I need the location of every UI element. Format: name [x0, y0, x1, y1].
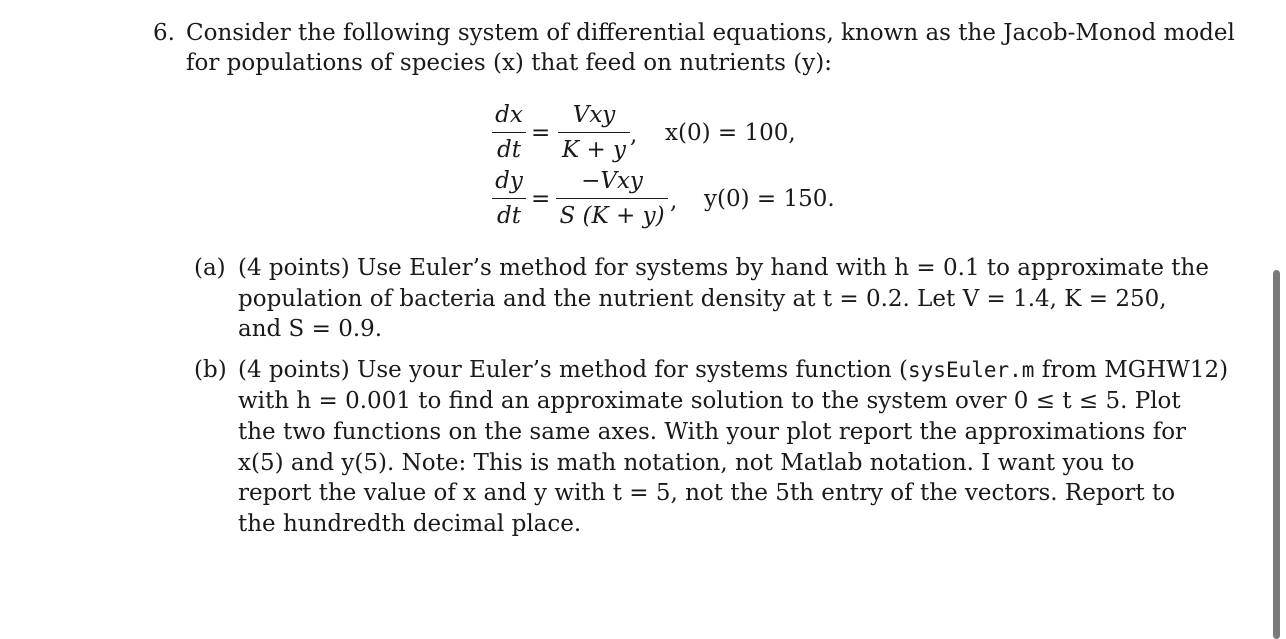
eq2-lhs-denominator: dt [497, 203, 521, 229]
part-b-line-1 [238, 359, 1228, 382]
eq1-lhs-numerator: dx [495, 102, 523, 128]
eq1-rhs-fraction-bar [558, 132, 630, 133]
sysEuler-code-ref: sysEuler.m [908, 358, 1035, 382]
part-a-label: (a) [194, 255, 226, 281]
eq1-comma: , [630, 122, 638, 148]
eq2-rhs-fraction-bar [556, 198, 668, 199]
eq2-rhs-denominator: S (K + y) [559, 203, 665, 229]
problem-intro-line-2: for populations of species (x) that feed on nutrients (y): [186, 50, 832, 76]
problem-intro-line-1: Consider the following system of differential equations, known as the Jacob-Monod model [186, 20, 1235, 46]
part-b-line-1-tail: from MGHW12) [1034, 357, 1229, 383]
eq2-lhs-fraction [492, 170, 526, 228]
part-a-line-2: population of bacteria and the nutrient density at t = 0.2. Let V = 1.4, K = 250, [238, 286, 1167, 312]
eq2-equals-sign: = [531, 186, 551, 212]
eq2-rhs-fraction [556, 170, 668, 228]
eq1-rhs-denominator: K + y [561, 137, 627, 163]
part-b-line-4: x(5) and y(5). Note: This is math notation, not Matlab notation. I want you to [238, 450, 1135, 476]
part-b-label: (b) [194, 357, 227, 383]
eq1-lhs-fraction [492, 104, 526, 162]
problem-number: 6. [153, 20, 175, 46]
eq2-comma: , [670, 188, 678, 214]
eq1-rhs-fraction [558, 104, 630, 162]
part-a-line-3: and S = 0.9. [238, 316, 383, 342]
eq2-rhs-numerator: −Vxy [581, 168, 643, 194]
part-b-line-5: report the value of x and y with t = 5, not the 5th entry of the vectors. Report to [238, 480, 1176, 506]
part-b-line-6: the hundredth decimal place. [238, 511, 582, 537]
eq1-equals-sign: = [531, 120, 551, 146]
vertical-scrollbar[interactable] [1273, 270, 1280, 639]
eq1-initial-condition: x(0) = 100, [665, 120, 796, 146]
eq1-lhs-denominator: dt [497, 137, 521, 163]
part-a-line-1: (4 points) Use Euler’s method for systems by hand with h = 0.1 to approximate the [238, 255, 1209, 281]
eq2-lhs-numerator: dy [495, 168, 523, 194]
part-b-line-3: the two functions on the same axes. With your plot report the approximations for [238, 419, 1187, 445]
eq1-lhs-fraction-bar [492, 132, 526, 133]
eq1-rhs-numerator: Vxy [572, 102, 616, 128]
part-b-line-2: with h = 0.001 to find an approximate solution to the system over 0 ≤ t ≤ 5. Plot [238, 388, 1181, 414]
part-b-line-1-text: (4 points) Use your Euler’s method for systems function ( [238, 357, 909, 383]
eq2-initial-condition: y(0) = 150. [704, 186, 835, 212]
eq2-lhs-fraction-bar [492, 198, 526, 199]
